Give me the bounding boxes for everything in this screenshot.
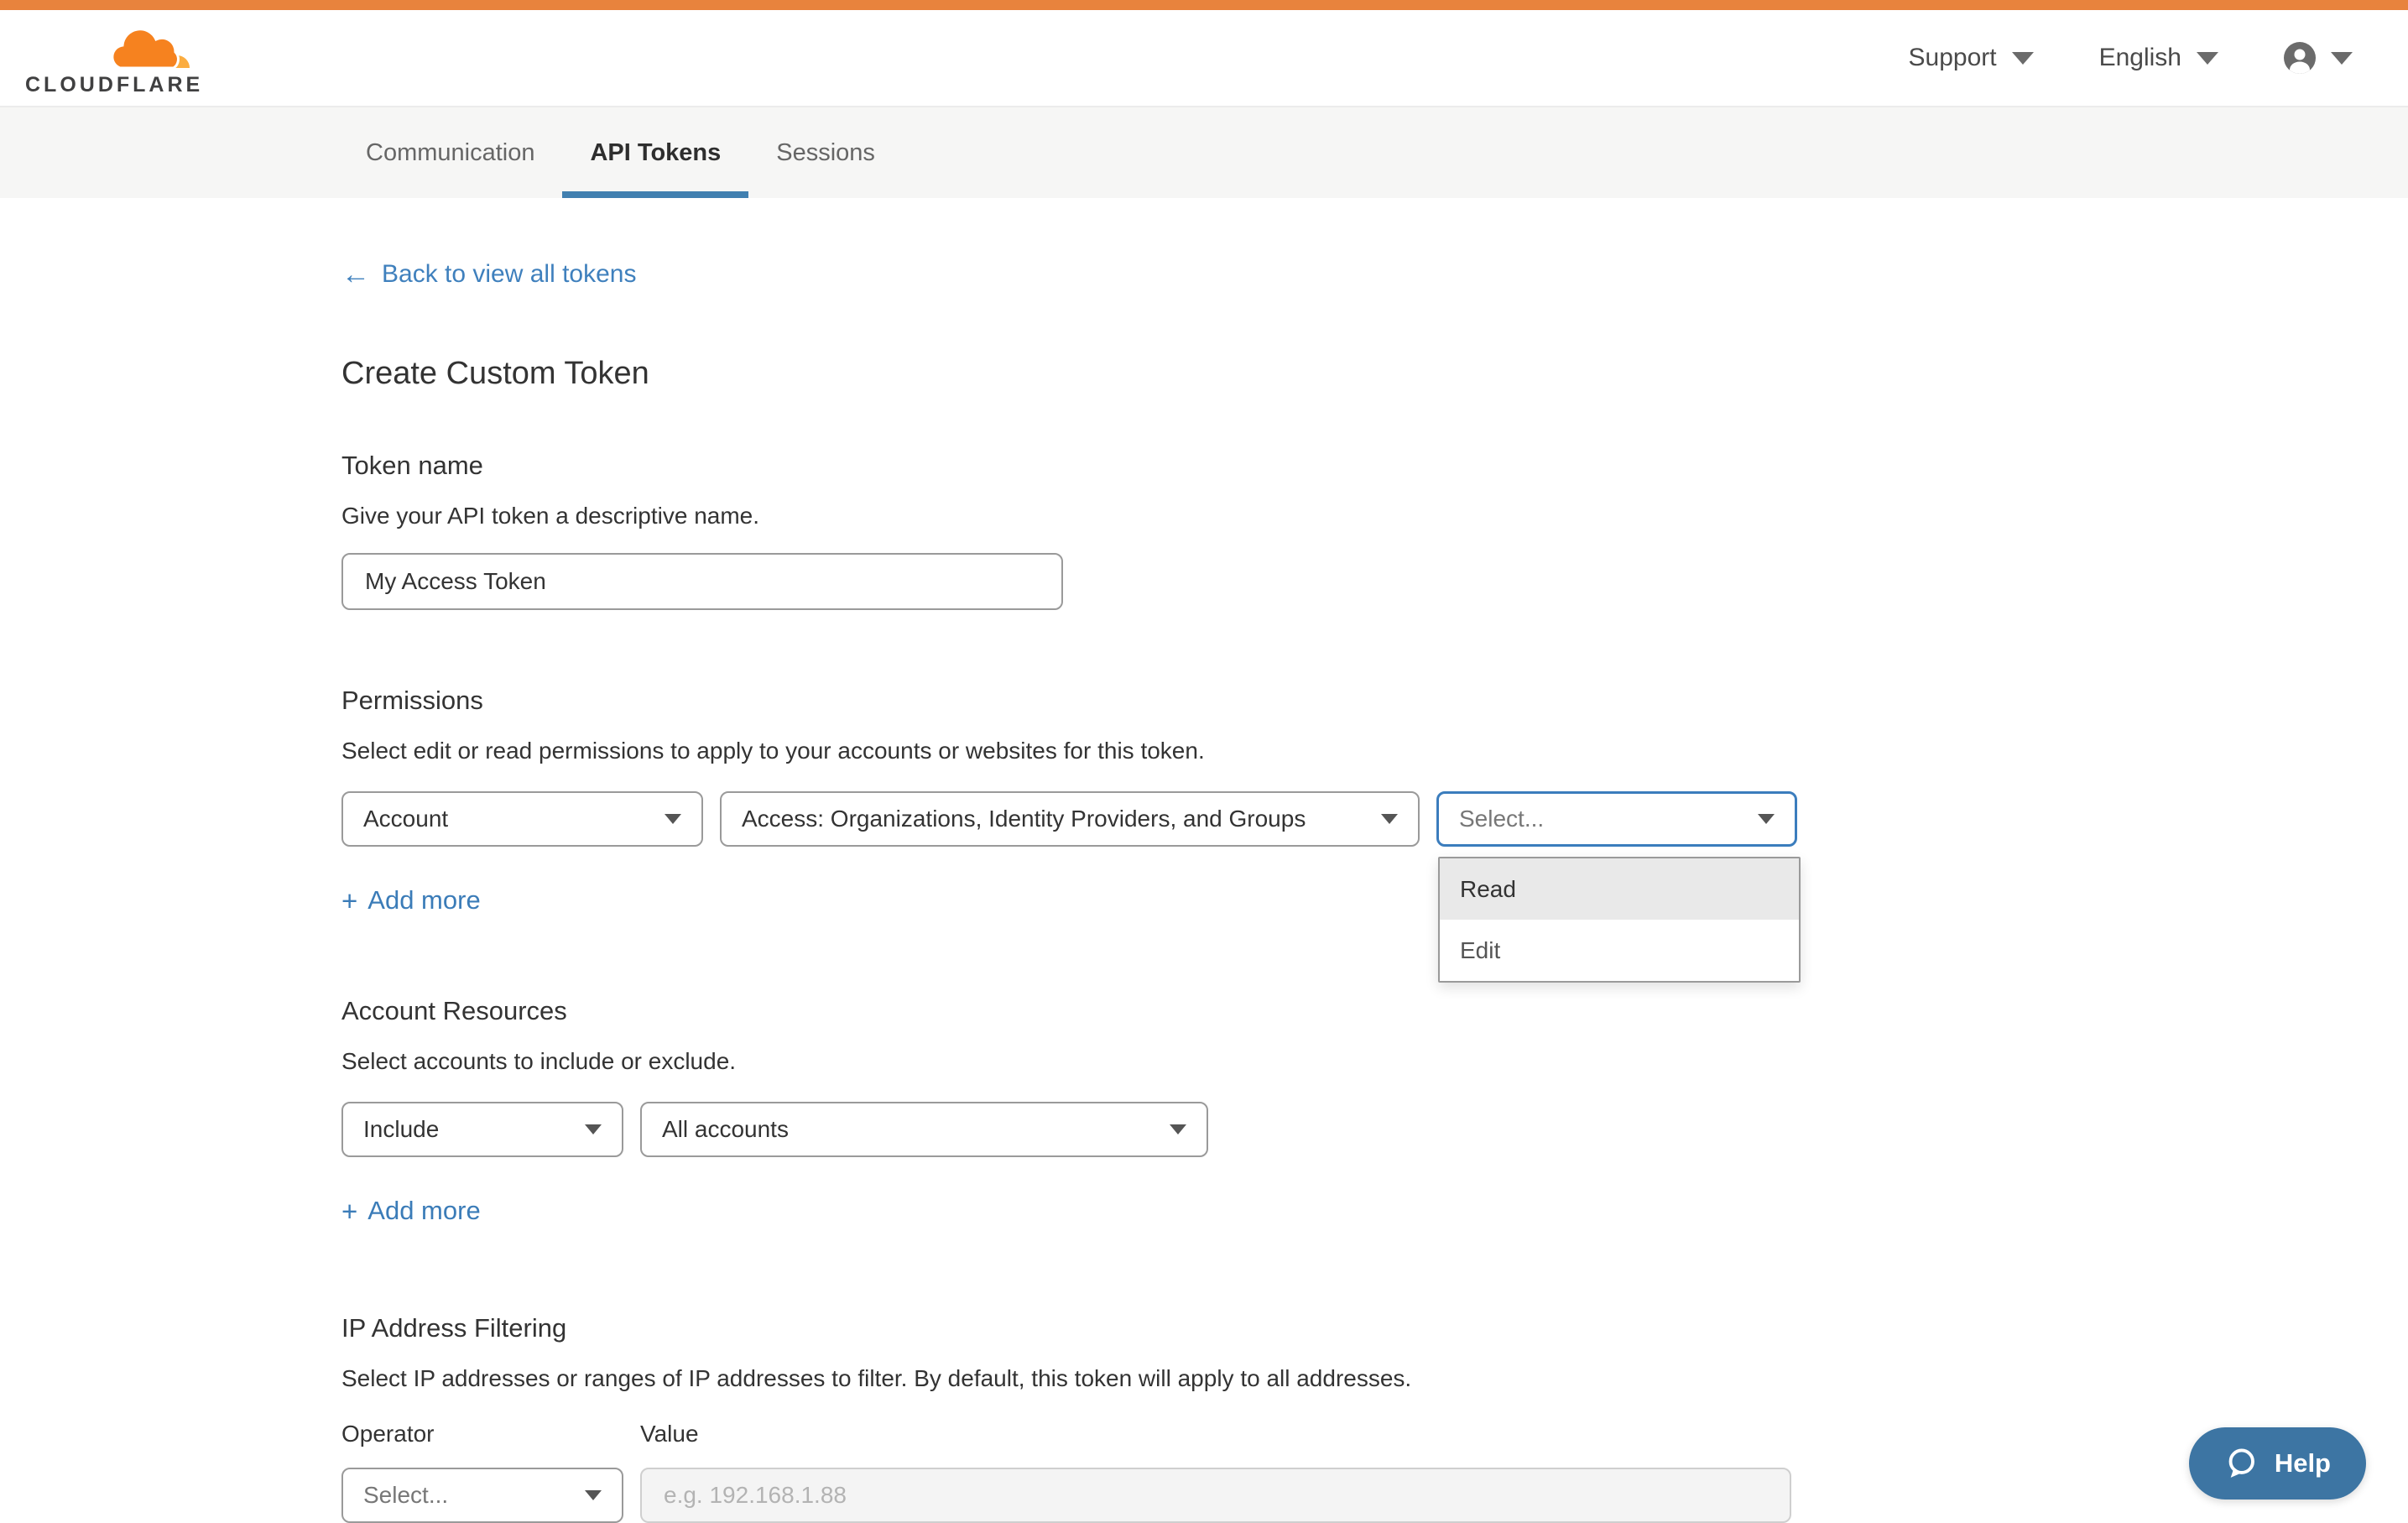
accounts-select[interactable] (640, 1102, 1208, 1157)
brand-accent-bar (0, 0, 2408, 10)
permissions-section (341, 686, 2408, 963)
help-button-label: Help (2274, 1448, 2331, 1478)
account-resources-heading: Account Resources (341, 996, 567, 1025)
permission-scope-value: Account (363, 806, 449, 832)
language-menu-label: English (2098, 44, 2181, 71)
chevron-down-icon (2331, 52, 2353, 65)
tab-label: API Tokens (590, 138, 722, 166)
chevron-down-icon (2012, 52, 2034, 65)
menu-option-edit[interactable]: Edit (1460, 936, 1501, 963)
include-exclude-value: Include (363, 1116, 440, 1142)
resources-add-more-link[interactable] (341, 1196, 481, 1226)
chat-bubble-icon (2224, 1447, 2258, 1480)
tab-label: Sessions (776, 138, 875, 166)
add-more-label: Add more (367, 885, 481, 915)
token-name-input[interactable] (341, 553, 1063, 610)
chevron-down-icon (1758, 814, 1775, 824)
back-to-tokens-link[interactable] (341, 260, 636, 289)
app-header (0, 10, 2408, 106)
ip-field-labels (341, 1421, 2408, 1447)
account-resources-description: Select accounts to include or exclude. (341, 1048, 737, 1074)
chevron-down-icon (1170, 1124, 1186, 1134)
language-menu[interactable] (2099, 44, 2218, 72)
value-label: Value (640, 1421, 699, 1447)
permissions-add-more-link[interactable] (341, 885, 481, 915)
add-more-label: Add more (367, 1196, 481, 1225)
token-name-heading: Token name (341, 451, 483, 480)
permissions-heading: Permissions (341, 686, 483, 715)
token-name-description: Give your API token a descriptive name. (341, 503, 760, 529)
account-resources-section (341, 996, 2408, 1226)
support-menu[interactable] (1909, 44, 2034, 72)
accounts-value: All accounts (662, 1116, 789, 1142)
plus-icon: + (341, 1195, 358, 1227)
account-menu[interactable] (2284, 42, 2353, 74)
ip-value-input[interactable] (640, 1468, 1791, 1523)
token-name-section (341, 451, 2408, 610)
chevron-down-icon (585, 1124, 602, 1134)
operator-label: Operator (341, 1421, 435, 1447)
chevron-down-icon (2197, 52, 2218, 65)
page-title: Create Custom Token (341, 356, 649, 391)
logo-wordmark: CLOUDFLARE (25, 73, 204, 96)
operator-value: Select... (363, 1482, 449, 1508)
menu-option-read[interactable]: Read (1440, 858, 1799, 920)
back-link-label: Back to view all tokens (382, 260, 637, 288)
profile-tabbar (0, 106, 2408, 198)
chevron-down-icon (1381, 814, 1398, 824)
active-tab-indicator (562, 191, 748, 198)
main-content (0, 198, 2408, 1523)
operator-select[interactable] (341, 1468, 623, 1523)
access-dropdown-menu (1438, 857, 1801, 983)
cloudflare-cloud-icon (106, 29, 195, 72)
permission-scope-select[interactable] (341, 791, 703, 847)
ip-filtering-heading: IP Address Filtering (341, 1313, 567, 1343)
tab-communication[interactable] (338, 107, 562, 198)
support-menu-label: Support (1908, 44, 1997, 71)
back-arrow-icon: ← (341, 258, 370, 290)
permission-access-value: Select... (1459, 806, 1545, 832)
chevron-down-icon (585, 1490, 602, 1500)
cloudflare-logo[interactable] (25, 29, 204, 97)
permissions-description: Select edit or read permissions to apply to your accounts or websites for this token. (341, 738, 1205, 764)
help-button[interactable] (2189, 1427, 2366, 1500)
chevron-down-icon (665, 814, 681, 824)
ip-filtering-section (341, 1313, 2408, 1523)
tab-sessions[interactable] (748, 107, 903, 198)
permission-group-value: Access: Organizations, Identity Providers, and Groups (742, 806, 1306, 832)
ip-filtering-row (341, 1468, 2408, 1523)
permission-access-select[interactable] (1436, 791, 1797, 963)
tab-api-tokens[interactable] (562, 107, 748, 198)
tab-label: Communication (366, 138, 535, 166)
include-exclude-select[interactable] (341, 1102, 623, 1157)
avatar-icon (2284, 42, 2316, 74)
permission-group-select[interactable] (720, 791, 1420, 847)
ip-filtering-description: Select IP addresses or ranges of IP addresses to filter. By default, this token will apply to all addresses. (341, 1365, 1412, 1391)
account-resources-row (341, 1102, 2408, 1157)
plus-icon: + (341, 884, 358, 916)
